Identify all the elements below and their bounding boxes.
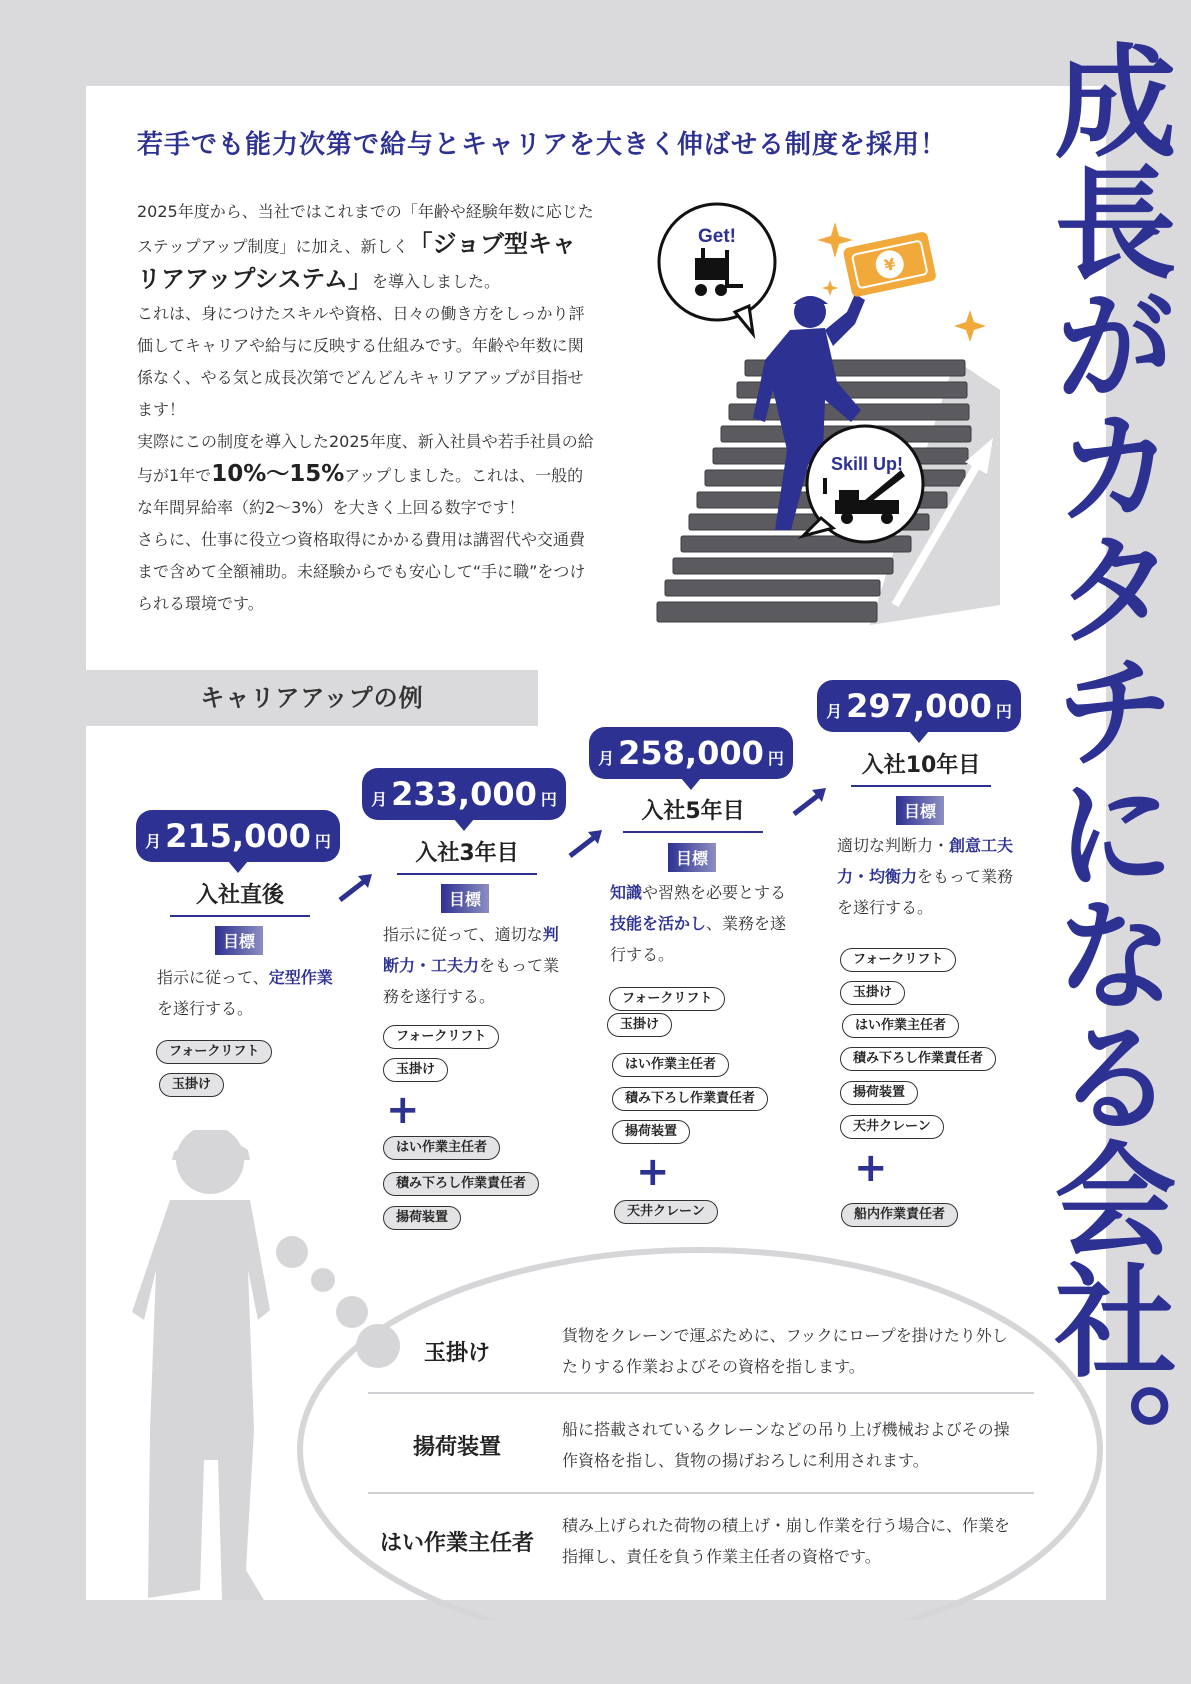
qual-pill: 積み下ろし作業責任者	[840, 1047, 996, 1071]
goal-label-4: 目標	[896, 796, 944, 825]
plus-icon: +	[636, 1149, 670, 1195]
stage-desc-1: 指示に従って、定型作業を遂行する。	[157, 968, 333, 1018]
glossary-term-1: 玉掛け	[423, 1341, 490, 1366]
career-stairs-illustration	[625, 200, 1025, 630]
qual-pill: はい作業主任者	[842, 1014, 959, 1038]
qual-pill: 玉掛け	[383, 1058, 448, 1082]
salary-amount: 258,000	[618, 734, 764, 772]
vertical-title: 成長がカタチになる会社。	[1034, 38, 1178, 1502]
glossary-def-2: 船に搭載されているクレーンなどの吊り上げ機械およびその操作資格を指し、貨物の揚げおろしに利用されます。	[562, 1420, 1010, 1470]
intro-text	[137, 196, 599, 620]
glossary-divider	[368, 1492, 1034, 1494]
svg-text:Skill Up!: Skill Up!	[830, 454, 904, 474]
yen-banknote-icon	[842, 231, 937, 298]
salary-amount: 297,000	[846, 687, 992, 725]
qual-pill: 揚荷装置	[840, 1081, 918, 1105]
qual-pill: 積み下ろし作業責任者	[383, 1172, 539, 1196]
qual-pill: 玉掛け	[607, 1013, 672, 1037]
section-title: キャリアアップの例	[200, 684, 424, 712]
stage-desc-2: 指示に従って、適切な判断力・工夫力をもって業務を遂行する。	[383, 925, 560, 1006]
svg-text:Get!: Get!	[698, 226, 736, 247]
salary-bubble-stage-4: 月収 297,000 円	[817, 680, 1021, 732]
headline: 若手でも能力次第で給与とキャリアを大きく伸ばせる制度を採用！	[137, 130, 948, 160]
stage-desc-4: 適切な判断力・創意工夫力・均衡力をもって業務を遂行する。	[837, 836, 1014, 917]
svg-text:¥: ¥	[882, 254, 898, 276]
qual-pill: 積み下ろし作業責任者	[612, 1087, 768, 1111]
qual-pill: はい作業主任者	[612, 1053, 729, 1077]
intro-paragraph-3: 実際にこの制度を導入した2025年度、新入社員や若手社員の給与が1年で10%〜15%アップしました。これは、一般的な年間昇給率（約2〜3%）を大きく上回る数字です！	[137, 432, 594, 517]
salary-amount: 215,000	[165, 817, 311, 855]
intro-paragraph-1: 2025年度から、当社ではこれまでの「年齢や経験年数に応じたステップアップ制度」に加え、新しく「ジョブ型キャリアアップシステム」を導入しました。	[137, 202, 594, 293]
system-name: 「ジョブ型キャリアアップシステム」	[137, 230, 577, 293]
goal-label-2: 目標	[441, 884, 489, 913]
arrow-icon	[336, 872, 376, 904]
qual-pill: 玉掛け	[840, 981, 905, 1005]
glossary-term-2: 揚荷装置	[412, 1435, 501, 1460]
qual-pill: フォークリフト	[383, 1025, 499, 1049]
arrow-icon	[790, 786, 830, 818]
goal-label-3: 目標	[668, 843, 716, 872]
qual-pill: 船内作業責任者	[841, 1203, 958, 1227]
qual-pill: フォークリフト	[609, 987, 725, 1011]
stage-name-4: 入社10年目	[851, 748, 991, 787]
salary-amount: 233,000	[391, 775, 537, 813]
stage-desc-3: 知識や習熟を必要とする技能を活かし、業務を遂行する。	[610, 883, 787, 964]
plus-icon: +	[854, 1145, 888, 1191]
stage-name-1: 入社直後	[170, 878, 310, 917]
intro-paragraph-4: さらに、仕事に役立つ資格取得にかかる費用は講習代や交通費まで含めて全額補助。未経験からでも安心して“手に職”をつけられる環境です。	[137, 530, 586, 613]
qual-pill: 天井クレーン	[614, 1200, 718, 1224]
stage-name-2: 入社3年目	[397, 836, 537, 875]
raise-percentage: 10%〜15%	[211, 461, 345, 487]
salary-bubble-stage-1: 月収 215,000 円	[136, 810, 340, 862]
stage-name-3: 入社5年目	[623, 794, 763, 833]
qual-pill: フォークリフト	[840, 948, 956, 972]
qual-pill: 天井クレーン	[840, 1115, 944, 1139]
salary-bubble-stage-3: 月収 258,000 円	[589, 727, 793, 779]
qual-pill: 揚荷装置	[383, 1206, 461, 1230]
qual-pill: はい作業主任者	[383, 1136, 500, 1160]
plus-icon: +	[386, 1087, 420, 1133]
glossary-divider	[368, 1392, 1034, 1394]
glossary-def-3: 積み上げられた荷物の積上げ・崩し作業を行う場合に、作業を指揮し、責任を負う作業主任者の資格です。	[562, 1516, 1011, 1566]
qual-pill: 玉掛け	[159, 1073, 224, 1097]
get-speech-bubble	[659, 204, 775, 334]
qual-pill: 揚荷装置	[612, 1120, 690, 1144]
intro-paragraph-2: これは、身につけたスキルや資格、日々の働き方をしっかり評価してキャリアや給与に反映する仕組みです。年齢や年数に関係なく、やる気と成長次第でどんどんキャリアアップが目指せます！	[137, 304, 585, 419]
glossary-def-1: 貨物をクレーンで運ぶために、フックにロープを掛けたり外したりする作業およびその資格を指します。	[562, 1326, 1008, 1376]
qual-pill: フォークリフト	[156, 1040, 272, 1064]
glossary-term-3: はい作業主任者	[379, 1531, 534, 1556]
goal-label-1: 目標	[215, 926, 263, 955]
salary-bubble-stage-2: 月収 233,000 円	[362, 768, 566, 820]
